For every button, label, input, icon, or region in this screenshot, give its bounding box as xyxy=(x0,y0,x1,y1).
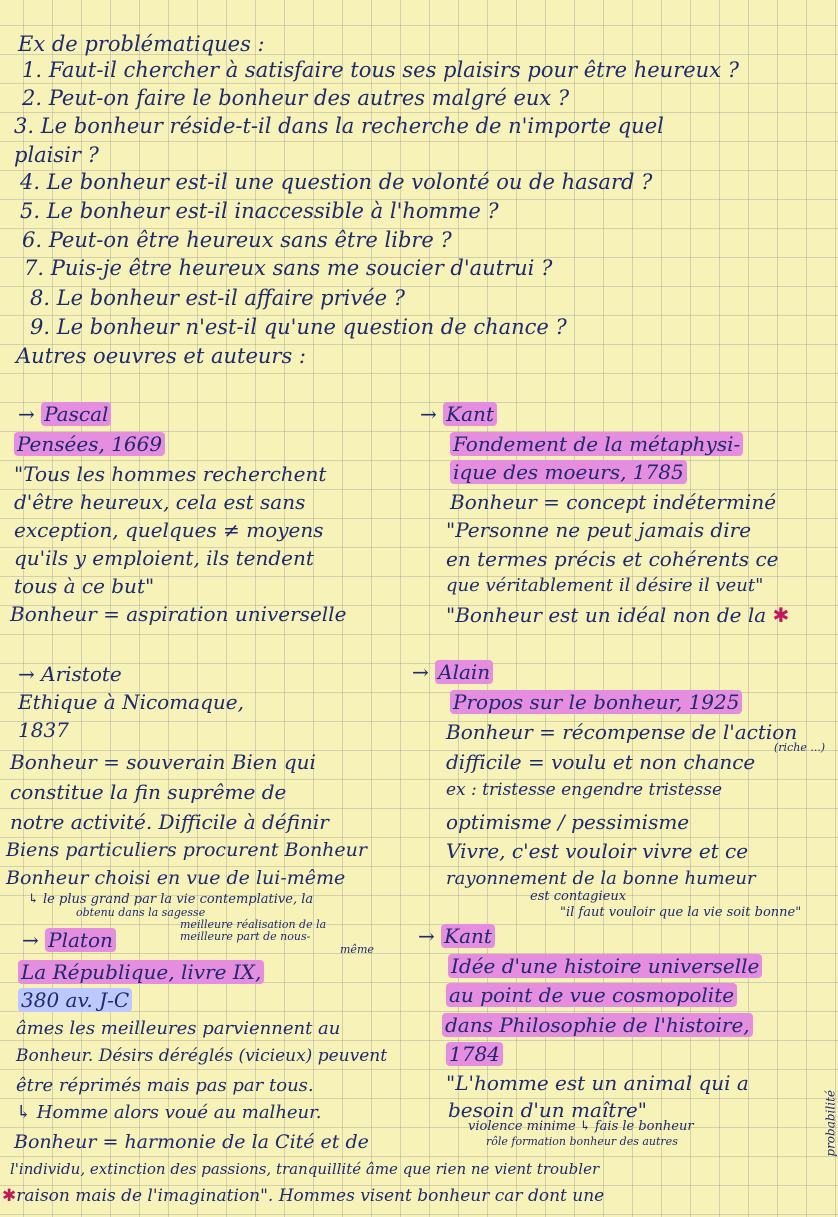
arrow-icon: → xyxy=(420,402,444,426)
aristote-author-row xyxy=(18,664,122,684)
platon-date: 380 av. J-C xyxy=(18,988,132,1012)
alain-line: Bonheur = récompense de l'action xyxy=(446,720,798,744)
kant1-line-last xyxy=(446,605,789,625)
aristote-note: meilleure réalisation de la xyxy=(180,918,327,931)
pascal-line: tous à ce but" xyxy=(14,574,155,598)
alain-author-row xyxy=(412,662,493,682)
kant2-note: violence minime ↳ fais le bonheur xyxy=(468,1119,694,1134)
alain-work: Propos sur le bonheur, 1925 xyxy=(450,690,742,714)
edge-note: probabilité xyxy=(824,1090,838,1157)
alain-line: optimisme / pessimisme xyxy=(446,810,690,834)
pascal-line: "Tous les hommes recherchent xyxy=(14,462,327,486)
alain-work-row xyxy=(450,692,742,712)
platon-line: Bonheur = harmonie de la Cité et de xyxy=(14,1131,369,1153)
aristote-line: constitue la fin suprême de xyxy=(10,780,287,804)
kant1-work-row xyxy=(450,434,743,454)
platon-date-row xyxy=(18,990,132,1010)
question-9: 9. Le bonheur n'est-il qu'une question de chance ? xyxy=(30,315,567,339)
asterisk-icon: ✱ xyxy=(2,1186,17,1206)
question-3-cont: plaisir ? xyxy=(14,143,99,167)
kant1-work-2: ique des moeurs, 1785 xyxy=(450,460,687,484)
platon-line: âmes les meilleures parviennent au xyxy=(16,1018,341,1039)
question-5: 5. Le bonheur est-il inaccessible à l'homme ? xyxy=(20,199,499,223)
kant2-work-2: au point de vue cosmopolite xyxy=(446,983,737,1007)
pascal-line: exception, quelques ≠ moyens xyxy=(14,518,324,542)
page-title: Ex de problématiques : xyxy=(18,32,265,56)
arrow-icon: → xyxy=(22,928,46,952)
aristote-note: obtenu dans la sagesse xyxy=(76,906,206,919)
kant1-line: Bonheur = concept indéterminé xyxy=(450,490,777,514)
question-2: 2. Peut-on faire le bonheur des autres malgré eux ? xyxy=(22,86,570,110)
aristote-line: Bonheur choisi en vue de lui-même xyxy=(6,867,346,889)
kant2-line: "L'homme est un animal qui a xyxy=(446,1071,749,1095)
platon-author: Platon xyxy=(45,928,116,952)
platon-work-row xyxy=(18,962,264,982)
others-heading: Autres oeuvres et auteurs : xyxy=(16,344,306,368)
aristote-author: Aristote xyxy=(41,662,122,686)
alain-author: Alain xyxy=(435,660,493,684)
alain-line: rayonnement de la bonne humeur xyxy=(446,868,756,889)
aristote-work: Ethique à Nicomaque, xyxy=(18,690,244,714)
aristote-date: 1837 xyxy=(18,718,69,742)
asterisk-icon: ✱ xyxy=(772,603,790,627)
question-1: 1. Faut-il chercher à satisfaire tous ses plaisirs pour être heureux ? xyxy=(22,58,739,82)
aristote-note: ↳ le plus grand par la vie contemplative, la xyxy=(28,892,314,907)
kant1-line: en termes précis et cohérents ce xyxy=(446,547,779,571)
kant1-work-row-2 xyxy=(450,462,687,482)
platon-line: l'individu, extinction des passions, tranquillité âme que rien ne vient troubler xyxy=(10,1160,600,1178)
kant2-work-row-2 xyxy=(446,985,737,1005)
aristote-note: même xyxy=(340,943,374,956)
aristote-line: notre activité. Difficile à définir xyxy=(10,810,329,834)
kant2-author: Kant xyxy=(441,924,495,948)
kant2-line: besoin d'un maître" xyxy=(448,1098,647,1122)
pascal-work: Pensées, 1669 xyxy=(14,432,165,456)
arrow-icon: → xyxy=(18,662,42,686)
pascal-line: d'être heureux, cela est sans xyxy=(14,490,306,514)
alain-quote: "il faut vouloir que la vie soit bonne" xyxy=(560,905,802,920)
arrow-icon: → xyxy=(412,660,436,684)
pascal-author-row xyxy=(18,404,111,424)
platon-line: ↳ Homme alors voué au malheur. xyxy=(16,1102,322,1123)
kant2-date: 1784 xyxy=(446,1042,503,1066)
alain-line: ex : tristesse engendre tristesse xyxy=(446,780,723,800)
kant1-author: Kant xyxy=(443,402,497,426)
question-3: 3. Le bonheur réside-t-il dans la recherche de n'importe quel xyxy=(14,114,664,138)
platon-work: La République, livre IX, xyxy=(18,960,264,984)
aristote-note: meilleure part de nous- xyxy=(180,930,311,943)
kant2-date-row xyxy=(446,1044,503,1064)
alain-line: difficile = voulu et non chance xyxy=(446,750,756,774)
question-6: 6. Peut-on être heureux sans être libre ? xyxy=(22,228,452,252)
kant2-work-row-3 xyxy=(442,1015,753,1035)
kant2-work-3: dans Philosophie de l'histoire, xyxy=(442,1013,753,1037)
platon-line: Bonheur. Désirs déréglés (vicieux) peuvent xyxy=(16,1046,388,1066)
pascal-work-row xyxy=(14,434,165,454)
platon-author-row xyxy=(22,930,116,950)
question-8: 8. Le bonheur est-il affaire privée ? xyxy=(30,286,406,310)
pascal-line: Bonheur = aspiration universelle xyxy=(10,602,347,626)
kant1-author-row xyxy=(420,404,497,424)
kant2-author-row xyxy=(418,926,495,946)
kant2-work: Idée d'une histoire universelle xyxy=(448,954,762,978)
kant1-line: "Bonheur est un idéal non de la xyxy=(446,603,767,627)
arrow-icon: → xyxy=(418,924,442,948)
question-7: 7. Puis-je être heureux sans me soucier d'autrui ? xyxy=(24,256,553,280)
alain-aside: (riche ...) xyxy=(774,741,826,754)
kant2-note: rôle formation bonheur des autres xyxy=(486,1135,678,1148)
kant1-work: Fondement de la métaphysi- xyxy=(450,432,743,456)
pascal-line: qu'ils y emploient, ils tendent xyxy=(14,546,314,570)
kant1-line: "Personne ne peut jamais dire xyxy=(446,518,752,542)
kant1-line: que véritablement il désire il veut" xyxy=(446,575,764,596)
question-4: 4. Le bonheur est-il une question de volonté ou de hasard ? xyxy=(20,170,653,194)
platon-line: être réprimés mais pas par tous. xyxy=(16,1075,314,1096)
alain-line: est contagieux xyxy=(530,889,627,904)
alain-line: Vivre, c'est vouloir vivre et ce xyxy=(446,839,749,863)
aristote-line: Bonheur = souverain Bien qui xyxy=(10,750,316,774)
arrow-icon: → xyxy=(18,402,42,426)
pascal-author: Pascal xyxy=(41,402,111,426)
aristote-line: Biens particuliers procurent Bonheur xyxy=(6,839,367,861)
footer-line xyxy=(2,1188,604,1205)
footer-text: raison mais de l'imagination". Hommes visent bonheur car dont une xyxy=(16,1186,605,1206)
kant2-work-row xyxy=(448,956,762,976)
